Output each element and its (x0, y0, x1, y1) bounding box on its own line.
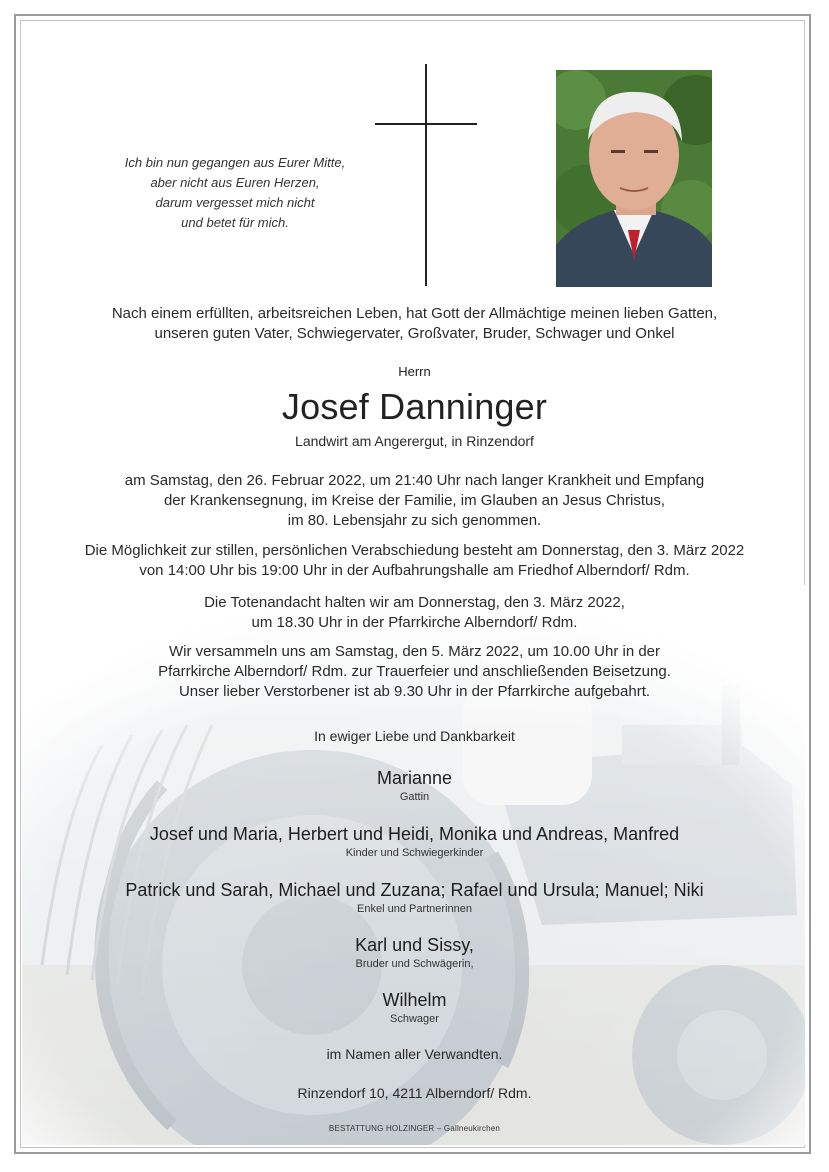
salutation: Herrn (398, 364, 431, 379)
address: Rinzendorf 10, 4211 Alberndorf/ Rdm. (297, 1085, 532, 1101)
mourner-role: Bruder und Schwägerin, (355, 958, 474, 970)
mourner-names: Marianne (376, 768, 453, 788)
vigil-line: um 18.30 Uhr in der Pfarrkirche Alberndorf/ Rdm. (251, 614, 578, 631)
mourner-names: Josef und Maria, Herbert und Heidi, Monika und Andreas, Manfred (149, 824, 680, 844)
poem-line: Ich bin nun gegangen aus Eurer Mitte, (124, 155, 346, 170)
closing-text: In ewiger Liebe und Dankbarkeit (314, 728, 515, 744)
poem-line: darum vergesset mich nicht (155, 195, 315, 210)
deceased-name: Josef Danninger (281, 386, 548, 427)
poem (60, 153, 410, 233)
footer-funeral-home: BESTATTUNG HOLZINGER – Gallneukirchen (328, 1124, 501, 1133)
farewell-line: Die Möglichkeit zur stillen, persönlichen Verabschiedung besteht am Donnerstag, den 3. März 2022 (84, 542, 745, 559)
mourner-role: Kinder und Schwiegerkinder (345, 847, 484, 859)
occupation: Landwirt am Angerergut, in Rinzendorf (295, 433, 534, 449)
funeral-line: Pfarrkirche Alberndorf/ Rdm. zur Trauerfeier und anschließenden Beisetzung. (158, 663, 671, 680)
passing-line: im 80. Lebensjahr zu sich genommen. (287, 512, 542, 529)
funeral-text (24, 642, 805, 702)
vigil-line: Die Totenandacht halten wir am Donnerstag, den 3. März 2022, (204, 594, 625, 611)
farewell-line: von 14:00 Uhr bis 19:00 Uhr in der Aufbahrungshalle am Friedhof Alberndorf/ Rdm. (139, 562, 690, 579)
passing-text (24, 471, 805, 531)
poem-line: aber nicht aus Euren Herzen, (150, 175, 320, 190)
intro-line: unseren guten Vater, Schwiegervater, Großvater, Bruder, Schwager und Onkel (154, 325, 675, 342)
vigil-text (24, 593, 805, 633)
intro-line: Nach einem erfüllten, arbeitsreichen Leben, hat Gott der Allmächtige meinen lieben Gatten, (111, 305, 718, 322)
farewell-text (24, 541, 805, 581)
cross-icon (375, 64, 477, 286)
mourner-role: Schwager (390, 1013, 439, 1025)
funeral-line: Unser lieber Verstorbener ist ab 9.30 Uhr in der Pfarrkirche aufgebahrt. (178, 683, 651, 700)
funeral-line: Wir versammeln uns am Samstag, den 5. März 2022, um 10.00 Uhr in der (168, 643, 661, 660)
passing-line: der Krankensegnung, im Kreise der Familie, im Glauben an Jesus Christus, (163, 492, 666, 509)
intro-text (24, 304, 805, 344)
mourner-names: Wilhelm (382, 990, 447, 1010)
portrait-photo (556, 70, 712, 287)
mourner-names: Karl und Sissy, (355, 935, 474, 955)
passing-line: am Samstag, den 26. Februar 2022, um 21:40 Uhr nach langer Krankheit und Empfang (124, 472, 705, 489)
mourner-names: Patrick und Sarah, Michael und Zuzana; Rafael und Ursula; Manuel; Niki (125, 880, 704, 900)
mourner-role: Enkel und Partnerinnen (357, 903, 472, 915)
poem-line: und betet für mich. (181, 215, 289, 230)
mourner-role: Gattin (399, 791, 430, 803)
relatives-text: im Namen aller Verwandten. (326, 1046, 503, 1062)
